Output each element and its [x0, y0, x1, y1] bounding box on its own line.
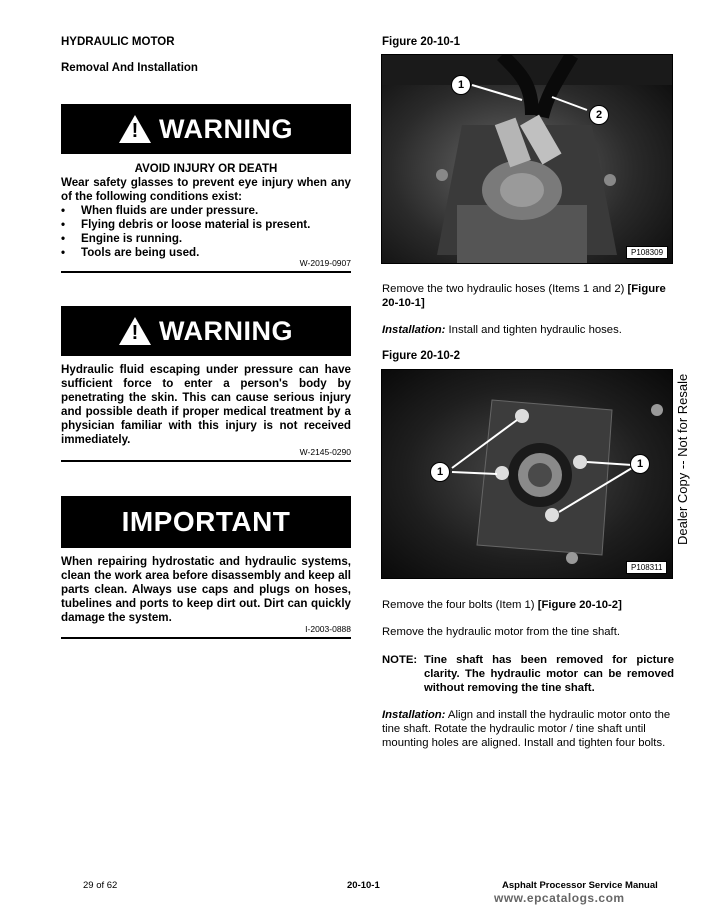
hydraulic-motor-bolts-image	[382, 370, 672, 578]
warning1-intro: Wear safety glasses to prevent eye injury when any of the following conditions exist:	[61, 176, 351, 203]
step2-text: Remove the four bolts (Item 1) [Figure 20-10-2]	[382, 599, 622, 611]
page-number: 20-10-1	[347, 880, 380, 891]
warning-banner-2	[61, 306, 351, 356]
warning-label: WARNING	[159, 113, 293, 144]
note	[382, 653, 674, 695]
subsection-title: Removal And Installation	[61, 62, 198, 74]
callout-1: 1	[451, 75, 471, 95]
manual-title: Asphalt Processor Service Manual	[502, 880, 658, 891]
callout-1: 1	[630, 454, 650, 474]
install2-text: Installation: Align and install the hydraulic motor onto the tine shaft. Rotate the hydraulic motor / tine shaft until mounting holes are aligned. Install and tighten four bolts.	[382, 709, 671, 749]
important-text: When repairing hydrostatic and hydraulic systems, clean the work area before disassembly and keep all parts clean. Always use caps and plugs on hoses, tubelines and ports to keep dirt out. Dirt can quickly damage the system.	[61, 555, 351, 624]
callout-1: 1	[430, 462, 450, 482]
warning1-bullet: • Tools are being used.	[61, 246, 200, 259]
important-label: IMPORTANT	[121, 506, 291, 537]
warning1-bullet: • Engine is running.	[61, 232, 183, 245]
warning1-body	[61, 176, 351, 260]
divider	[61, 637, 351, 639]
figure2-photo	[381, 369, 673, 579]
step3-text: Remove the hydraulic motor from the tine shaft.	[382, 626, 620, 638]
warning2-text: Hydraulic fluid escaping under pressure can have sufficient force to enter a person's body by penetrating the skin. This can cause serious injury and possible death if proper medical treatment by a physician familiar with this injury is not received immediately.	[61, 363, 351, 446]
figure1-photo	[381, 54, 673, 264]
install1-text: Installation: Install and tighten hydraulic hoses.	[382, 324, 622, 336]
important-code: I-2003-0888	[305, 624, 351, 634]
note-text: Tine shaft has been removed for picture clarity. The hydraulic motor can be removed without removing the tine shaft.	[424, 654, 674, 694]
figure2-label: Figure 20-10-2	[382, 350, 460, 362]
warning1-bullet: • When fluids are under pressure.	[61, 204, 259, 217]
important-banner	[61, 496, 351, 548]
warning1-code: W-2019-0907	[299, 258, 351, 268]
photo-code: P108311	[626, 561, 667, 574]
warning2-code: W-2145-0290	[299, 447, 351, 457]
warning-triangle-icon: !	[119, 115, 151, 143]
warning1-heading: AVOID INJURY OR DEATH	[134, 163, 278, 175]
warning-banner-1	[61, 104, 351, 154]
callout-2: 2	[589, 105, 609, 125]
watermark-url: www.epcatalogs.com	[494, 891, 625, 905]
warning1-bullet: • Flying debris or loose material is present.	[61, 218, 311, 231]
page-count: 29 of 62	[83, 880, 118, 891]
section-title: HYDRAULIC MOTOR	[61, 36, 175, 48]
warning-label: WARNING	[159, 315, 293, 346]
photo-code: P108309	[626, 246, 668, 259]
side-watermark: Dealer Copy -- Not for Resale	[675, 373, 690, 545]
note-label: NOTE:	[382, 654, 418, 666]
divider	[61, 460, 351, 462]
warning-triangle-icon: !	[119, 317, 151, 345]
step1-text: Remove the two hydraulic hoses (Items 1 and 2) [Figure 20-10-1]	[382, 283, 666, 309]
figure1-label: Figure 20-10-1	[382, 36, 460, 48]
divider	[61, 271, 351, 273]
hydraulic-hoses-image	[382, 55, 672, 263]
